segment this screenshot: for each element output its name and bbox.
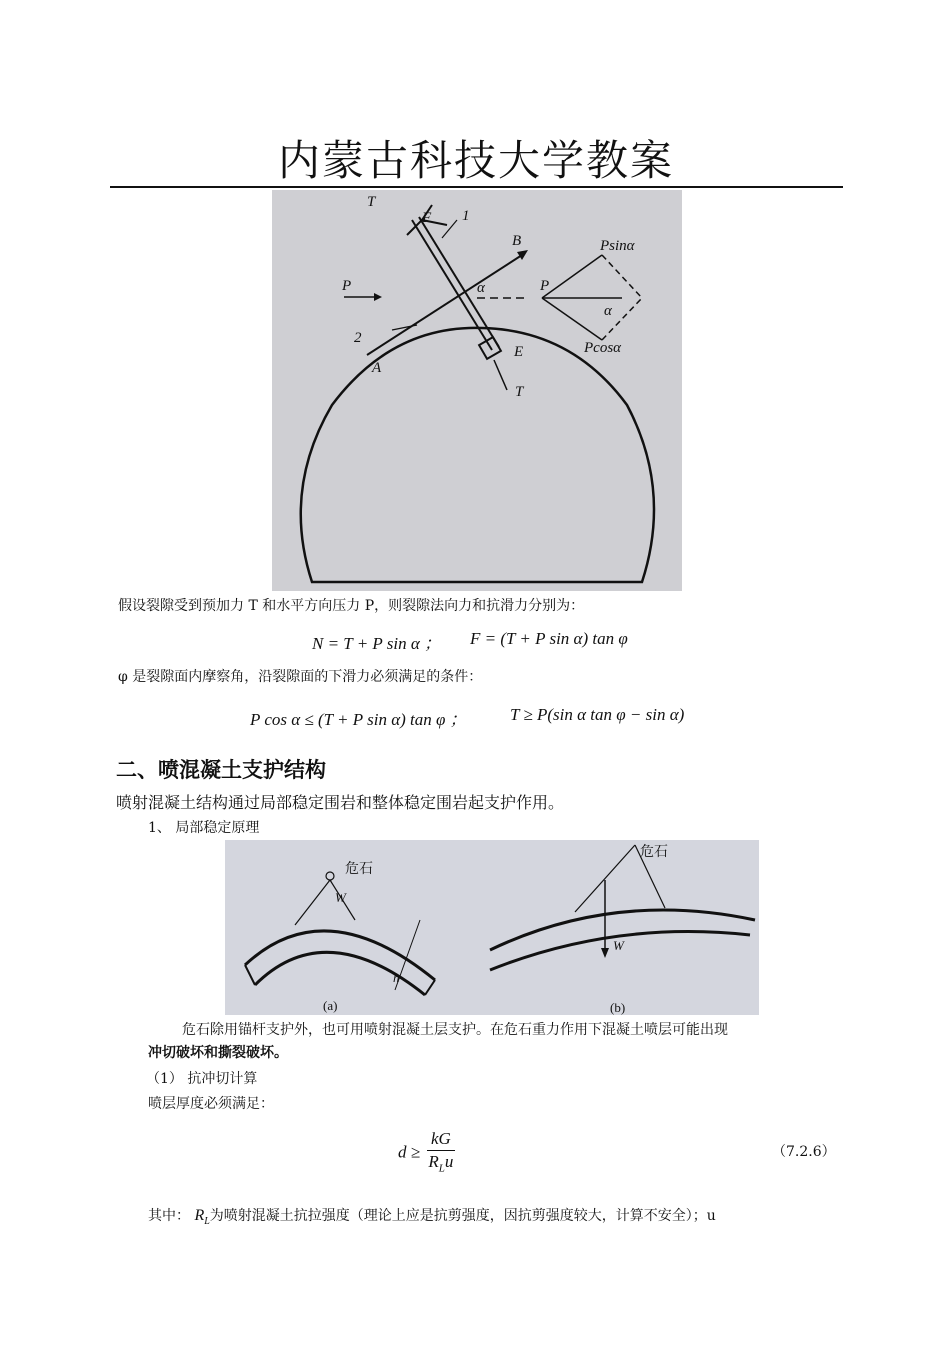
label-1: 1 — [462, 208, 470, 224]
label-p-right: P — [540, 278, 550, 294]
paragraph-thickness: 喷层厚度必须满足： — [148, 1096, 274, 1112]
label-psin: Psinα — [600, 238, 635, 254]
equation-thickness — [398, 1128, 457, 1179]
symbol-subscript: L — [204, 1216, 210, 1228]
label-alpha-left: α — [477, 280, 485, 296]
tunnel-crack-diagram — [272, 190, 682, 591]
equation-lhs: d ≥ — [398, 1142, 421, 1162]
page-title: 内蒙古科技大学教案 — [277, 136, 674, 185]
paragraph-friction-angle: φ 是裂隙面内摩察角，沿裂隙面的下滑力必须满足的条件： — [118, 669, 483, 685]
label-p-left: P — [342, 278, 352, 294]
weight-label-b: W — [613, 938, 624, 953]
weight-label-a: W — [335, 890, 346, 905]
tunnel-crack-figure — [272, 190, 682, 591]
paragraph-shotcrete: 喷射混凝土结构通过局部稳定围岩和整体稳定围岩起支护作用。 — [116, 793, 565, 812]
thickness-label: h — [393, 970, 400, 985]
label-pcos: Pcosα — [584, 340, 622, 356]
label-alpha-right: α — [604, 303, 612, 319]
shotcrete-figure — [225, 840, 759, 1015]
paragraph-assumption: 假设裂隙受到预加力 T 和水平方向压力 P，则裂隙法向力和抗滑力分别为： — [118, 598, 585, 614]
title-underline — [110, 186, 843, 188]
paragraph-failure-modes: 冲切破坏和撕裂破坏。 — [148, 1045, 288, 1061]
equation-fraction — [424, 1128, 457, 1179]
definition-prefix: 其中： — [148, 1208, 190, 1224]
label-t-top: T — [367, 194, 376, 210]
shotcrete-diagram — [225, 840, 759, 1015]
fraction-numerator: kG — [427, 1128, 455, 1151]
caption-a: (a) — [323, 998, 338, 1013]
label-e: E — [514, 344, 524, 360]
rock-label-a: 危石 — [345, 861, 373, 877]
rock-label-b: 危石 — [640, 844, 668, 860]
label-a: A — [372, 360, 382, 376]
symbol-r: R — [194, 1207, 205, 1224]
definition-symbol — [194, 1207, 210, 1228]
den-subscript: L — [438, 1162, 445, 1175]
label-b: B — [512, 233, 522, 249]
section-heading: 二、喷混凝土支护结构 — [116, 758, 326, 782]
caption-b: (b) — [610, 1000, 626, 1015]
paragraph-rock-support: 危石除用锚杆支护外，也可用喷射混凝土层支护。在危石重力作用下混凝土喷层可能出现 — [182, 1022, 728, 1038]
equation-pretension-condition: T ≥ P(sin α tan φ − sin α) — [510, 705, 685, 724]
label-2: 2 — [354, 330, 362, 346]
paragraph-definition — [148, 1206, 716, 1232]
equation-normal-force: N = T + P sin α ； — [312, 634, 442, 653]
equation-shear-force: F = (T + P sin α) tan φ — [470, 629, 628, 648]
den-tail: u — [444, 1152, 454, 1171]
equation-slide-condition: P cos α ≤ (T + P sin α) tan φ ； — [250, 710, 467, 729]
definition-text: 为喷射混凝土抗拉强度（理论上应是抗剪强度，因抗剪强度较大，计算不安全）；u — [209, 1208, 716, 1224]
fraction-denominator — [424, 1151, 457, 1179]
list-item-local-stability: 1、 局部稳定原理 — [148, 820, 260, 836]
label-f: F — [422, 210, 432, 226]
den-symbol: R — [428, 1152, 439, 1171]
subsection-punching: （1） 抗冲切计算 — [146, 1071, 258, 1087]
equation-number: （7.2.6） — [772, 1144, 836, 1160]
label-t-bottom: T — [515, 384, 524, 400]
